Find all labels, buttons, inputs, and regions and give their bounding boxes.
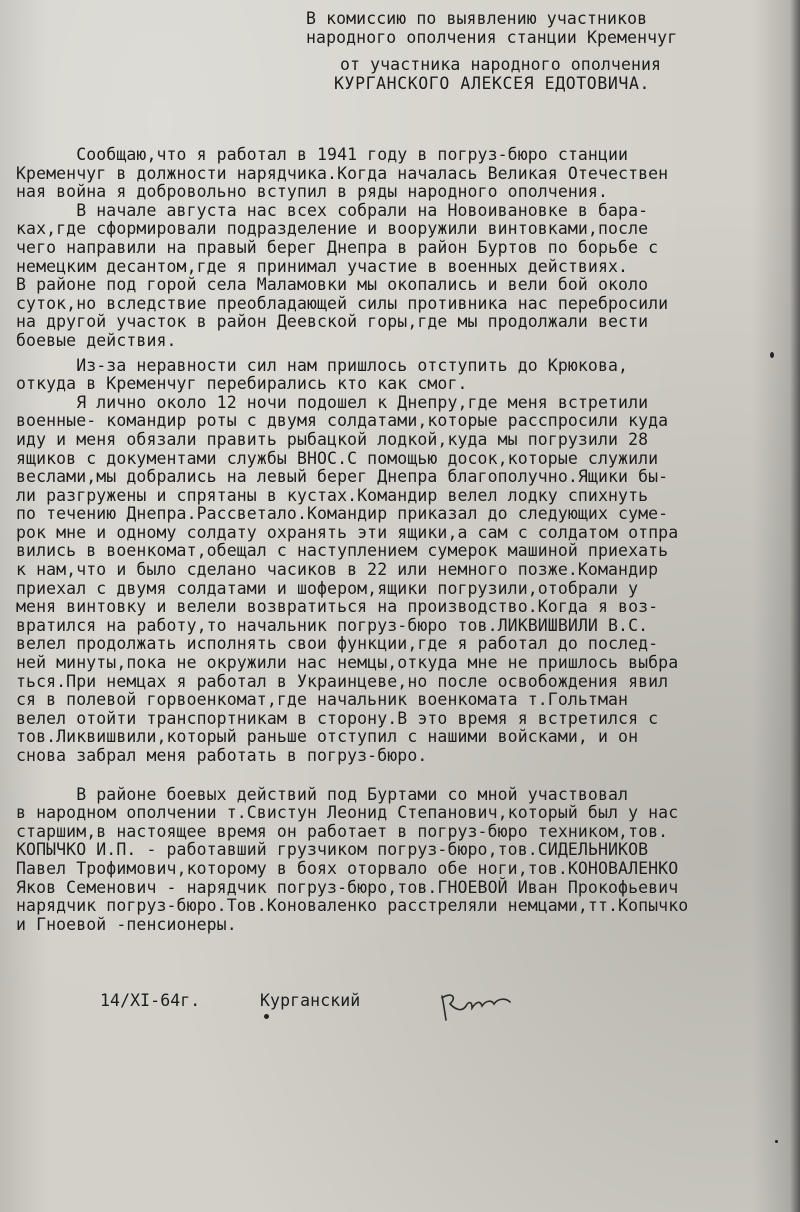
handwritten-signature [436,986,516,1026]
body-line: ная война я добровольно вступил в ряды народного ополчения. [16,182,608,202]
body-line: КОПЫЧКО И.П. - работавший грузчиком погруз-бюро,тов.СИДЕЛЬНИКОВ [16,840,649,860]
body-line: вились в военкомат,обещал с наступлением сумерок машиной приехать [16,541,669,561]
body-line: старшим,в настоящее время он работает в погруз-бюро техником,тов. [16,821,669,841]
body-line: меня винтовку и велели возвратиться на производство.Когда я воз- [16,597,659,617]
addressee-line: В комиссию по выявлению участников [306,9,648,28]
body-line: ках,где сформировали подразделение и вооружили винтовками,после [16,219,649,239]
body-line: ся в полевой горвоенкомат,где начальник военкомата т.Гольтман [16,690,629,710]
body-line: Яков Семенович - нарядчик погруз-бюро,тов.ГНОЕВОЙ Иван Прокофьевич [16,877,679,897]
body-line: и Гноевой -пенсионеры. [16,914,237,934]
body-line: велел отойти транспортникам в сторону.В это время я встретился с [16,708,659,728]
body-line: рок мне и одному солдату охранять эти ящики,а сам с солдатом отпра [16,522,679,542]
addressee-line: народного ополчения станции Кременчуг [306,27,678,47]
body-line: велел продолжать исполнять свои функции,где я работал до послед- [16,634,659,654]
paragraph-4 [16,394,796,766]
body-line: ящиков с документами службы ВНОС.С помощью досок,которые служили [16,448,659,468]
body-line: снова забрал меня работать в погруз-бюро. [16,746,428,765]
body-line: В начале августа нас всех собрали на Новоивановке в бара- [16,200,649,220]
body-line: по течению Днепра.Рассветало.Командир приказал до следующих суме- [16,504,669,524]
body-line: на другой участок в район Деевской горы,где мы продолжали вести [16,312,649,332]
sender-line: от участника народного ополчения [340,55,662,74]
body-line: ться.При немцах я работал в Украинцеве,но после освобождения явил [16,671,669,691]
body-line: тов.Ликвишвили,который раньше отступил с нашими войсками, и он [16,727,639,747]
paragraph-3 [16,357,796,394]
page-edge-shadow [790,0,800,1212]
body-line: В районе боевых действий под Буртами со мной участвовал [16,784,629,804]
body-line: чего направили на правый берег Днепра в район Буртов по борьбе с [16,237,659,257]
body-line: Из-за неравности сил нам пришлось отступить до Крюкова, [16,355,629,375]
addressee-block [306,10,677,47]
ink-dot [264,1014,269,1019]
body-line: нарядчик погруз-бюро.Тов.Коноваленко расстреляли немцами,тт.Копычко [16,896,689,916]
body-line: ней минуты,пока не окружили нас немцы,откуда мне не пришлось выбра [16,653,679,673]
body-line: откуда в Кременчуг перебирались кто как смог. [16,374,468,394]
ink-dot [770,352,774,358]
paragraph-5 [16,786,796,935]
body-line: в народном ополчении т.Свистун Леонид Степанович,который был у нас [16,803,679,823]
body-line: приехал с двумя солдатами и шофером,ящики погрузили,отобрали у [16,578,639,598]
body-line: иду и меня обязали править рыбацкой лодкой,куда мы погрузили 28 [16,429,649,449]
sender-name: КУРГАНСКОГО АЛЕКСЕЯ ЕДОТОВИЧА. [334,73,651,93]
body-line: к нам,что и было сделано часиков в 22 или немного позже.Командир [16,560,659,580]
paragraph-2 [16,202,796,351]
sender-block [306,56,661,93]
body-line: Сообщаю,что я работал в 1941 году в погруз-бюро станции [16,145,629,164]
body-line: военные- командир роты с двумя солдатами,которые расспросили куда [16,411,669,431]
signature-name: Курганский [260,991,361,1010]
signature-date: 14/XI-64г. [100,991,201,1010]
paragraph-1 [16,146,796,202]
body-line: Кременчуг в должности нарядчика.Когда началась Великая Отечествен [16,163,669,183]
body-line: боевые действия. [16,330,177,350]
body-line: Павел Трофимович,которому в боях оторвало обе ноги,тов.КОНОВАЛЕНКО [16,858,679,878]
body-line: вратился на работу,то начальник погруз-бюро тов.ЛИКВИШВИЛИ В.С. [16,615,649,635]
body-line: Я лично около 12 ночи подошел к Днепру,где меня встретили [16,392,649,412]
body-line: В районе под горой села Маламовки мы окопались и вели бой около [16,275,649,295]
letter-body [16,146,796,934]
body-line: немецким десантом,где я принимал участие в военных действиях. [16,256,629,276]
ink-dot [775,1140,778,1143]
body-line: суток,но вследствие преобладающей силы противника нас перебросили [16,293,669,313]
body-line: ли разгружены и спрятаны в кустах.Командир велел лодку спихнуть [16,485,649,505]
body-line: веслами,мы добрались на левый берег Днепра благополучно.Ящики бы- [16,467,669,487]
